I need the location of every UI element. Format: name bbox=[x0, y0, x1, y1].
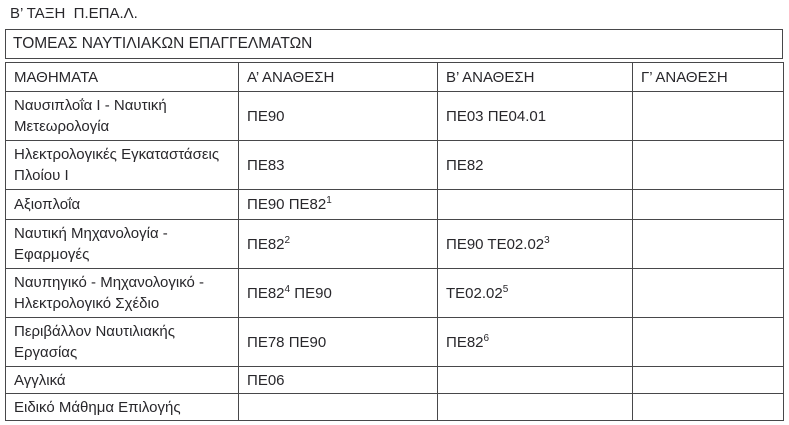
page-title: Β’ ΤΑΞΗ Π.ΕΠΑ.Λ. bbox=[10, 5, 138, 22]
assignment-cell bbox=[239, 394, 438, 421]
subject-cell: Ναυπηγικό - Μηχανολογικό - Ηλεκτρολογικό Σχέδιο bbox=[6, 269, 239, 318]
table-row bbox=[6, 141, 784, 190]
subject-cell: Ειδικό Μάθημα Επιλογής bbox=[6, 394, 239, 421]
assignment-cell bbox=[633, 269, 784, 318]
column-header-assignment-b: Β’ ΑΝΑΘΕΣΗ bbox=[438, 63, 633, 92]
footnote-ref: 4 bbox=[284, 283, 291, 295]
subject-cell: Ναυτική Μηχανολογία - Εφαρμογές bbox=[6, 220, 239, 269]
subject-cell: Ηλεκτρολογικές Εγκαταστάσεις Πλοίου Ι bbox=[6, 141, 239, 190]
table-body bbox=[6, 92, 784, 421]
assignments-table bbox=[5, 62, 784, 421]
assignment-cell bbox=[633, 141, 784, 190]
sector-header-label: ΤΟΜΕΑΣ ΝΑΥΤΙΛΙΑΚΩΝ ΕΠΑΓΓΕΛΜΑΤΩΝ bbox=[13, 35, 313, 52]
footnote-ref: 6 bbox=[483, 332, 490, 344]
assignment-cell: ΠΕ78 ΠΕ90 bbox=[239, 318, 438, 367]
assignment-cell: ΠΕ82$^4$ ΠΕ90 bbox=[239, 269, 438, 318]
table-row bbox=[6, 220, 784, 269]
assignment-cell: ΠΕ82$^6$ bbox=[438, 318, 633, 367]
footnote-ref: 5 bbox=[502, 283, 509, 295]
assignment-cell: ΠΕ03 ΠΕ04.01 bbox=[438, 92, 633, 141]
assignment-cell bbox=[633, 220, 784, 269]
table-row bbox=[6, 394, 784, 421]
subject-cell: Ναυσιπλοΐα Ι - Ναυτική Μετεωρολογία bbox=[6, 92, 239, 141]
column-header-subjects: ΜΑΘΗΜΑΤΑ bbox=[6, 63, 239, 92]
sector-header bbox=[5, 29, 783, 59]
subject-cell: Αγγλικά bbox=[6, 367, 239, 394]
assignment-cell: ΠΕ06 bbox=[239, 367, 438, 394]
assignment-cell: ΠΕ90 ΠΕ82$^1$ bbox=[239, 190, 438, 220]
assignment-cell: ΠΕ90 bbox=[239, 92, 438, 141]
assignment-cell bbox=[438, 367, 633, 394]
assignment-cell bbox=[438, 190, 633, 220]
assignment-cell: ΠΕ82 bbox=[438, 141, 633, 190]
assignment-cell bbox=[633, 190, 784, 220]
table-row bbox=[6, 367, 784, 394]
header-row bbox=[6, 63, 784, 92]
assignment-cell bbox=[633, 92, 784, 141]
assignment-cell: ΠΕ83 bbox=[239, 141, 438, 190]
assignment-cell bbox=[633, 318, 784, 367]
table-row bbox=[6, 269, 784, 318]
footnote-ref: 1 bbox=[326, 195, 332, 206]
assignment-cell: ΠΕ82$^2$ bbox=[239, 220, 438, 269]
table-row bbox=[6, 318, 784, 367]
assignment-cell bbox=[633, 394, 784, 421]
assignment-cell: ΠΕ90 ΤΕ02.02$^3$ bbox=[438, 220, 633, 269]
subject-cell: Αξιοπλοΐα bbox=[6, 190, 239, 220]
assignment-cell bbox=[438, 394, 633, 421]
subject-cell: Περιβάλλον Ναυτιλιακής Εργασίας bbox=[6, 318, 239, 367]
assignment-cell: ΤΕ02.02$^5$ bbox=[438, 269, 633, 318]
table-row bbox=[6, 190, 784, 220]
footnote-ref: 3 bbox=[544, 234, 550, 246]
column-header-assignment-a: Α’ ΑΝΑΘΕΣΗ bbox=[239, 63, 438, 92]
column-header-assignment-c: Γ’ ΑΝΑΘΕΣΗ bbox=[633, 63, 784, 92]
table-row bbox=[6, 92, 784, 141]
assignment-cell bbox=[633, 367, 784, 394]
footnote-ref: 2 bbox=[284, 234, 291, 246]
